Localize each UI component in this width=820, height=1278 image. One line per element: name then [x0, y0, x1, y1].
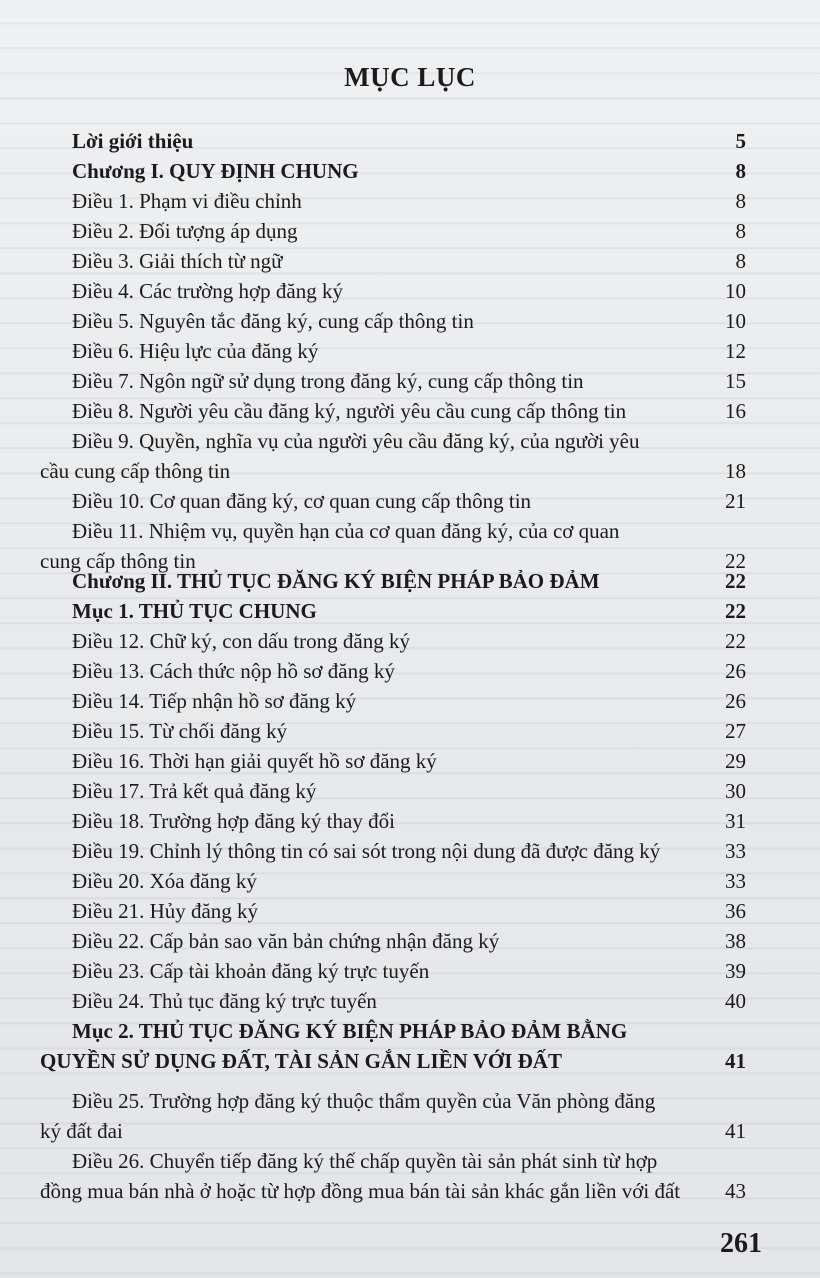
- toc-entry: [40, 928, 746, 954]
- toc-entry-line: [40, 808, 746, 834]
- toc-entry-line: [40, 658, 746, 684]
- toc-entry-line: [40, 988, 746, 1014]
- toc-entry-title: Điều 4. Các trường hợp đăng ký: [72, 279, 343, 303]
- toc-entry-title: Điều 21. Hủy đăng ký: [72, 899, 259, 923]
- toc-entry-line: [40, 338, 746, 364]
- toc-entry-title: Điều 7. Ngôn ngữ sử dụng trong đăng ký, cung cấp thông tin: [72, 369, 584, 393]
- toc-entry-line: [40, 1088, 746, 1114]
- toc-entry-title: Điều 18. Trường hợp đăng ký thay đổi: [72, 809, 395, 833]
- toc-entry-line: [40, 628, 746, 654]
- toc-entry-title-continued: ký đất đai: [40, 1119, 123, 1143]
- toc-entry-page: 8: [735, 219, 746, 243]
- toc-entry: [40, 748, 746, 774]
- toc-entry-title: Điều 2. Đối tượng áp dụng: [72, 219, 298, 243]
- toc-entry-page: 43: [725, 1179, 746, 1203]
- toc-entry-page: 26: [725, 689, 746, 713]
- toc-entry-line: [40, 158, 746, 184]
- toc-entry: [40, 808, 746, 834]
- toc-entry-line: [40, 428, 746, 454]
- toc-entry-title: Lời giới thiệu: [72, 129, 194, 153]
- toc-entry-title: Điều 1. Phạm vi điều chỉnh: [72, 189, 302, 213]
- toc-entry: [40, 868, 746, 894]
- toc-entry-title: Điều 26. Chuyển tiếp đăng ký thế chấp quyền tài sản phát sinh từ hợp: [72, 1149, 658, 1173]
- toc-entry-page: 41: [725, 1119, 746, 1143]
- toc-entry-title: Mục 1. THỦ TỤC CHUNG: [72, 599, 317, 623]
- toc-entry: [40, 1088, 746, 1144]
- toc-entry: [40, 248, 746, 274]
- toc-entry: [40, 488, 746, 514]
- toc-entry-line: [40, 368, 746, 394]
- toc-entry-title: Điều 19. Chỉnh lý thông tin có sai sót trong nội dung đã được đăng ký: [72, 839, 661, 863]
- toc-entry: [40, 778, 746, 804]
- toc-entry-page: 15: [725, 369, 746, 393]
- toc-entry-line: [40, 928, 746, 954]
- toc-entry-title: Chương I. QUY ĐỊNH CHUNG: [72, 159, 359, 183]
- toc-entry-line: [40, 748, 746, 774]
- toc-entry-line: [40, 898, 746, 924]
- toc-entry-line: [40, 688, 746, 714]
- toc-entry-page: 12: [725, 339, 746, 363]
- toc-entry: [40, 958, 746, 984]
- toc-entry-continuation-line: [40, 1178, 746, 1204]
- toc-entry-title-continued: cung cấp thông tin: [40, 549, 196, 573]
- toc-entry-page: 5: [735, 129, 746, 153]
- toc-entry-line: [40, 278, 746, 304]
- toc-entry-page: 36: [725, 899, 746, 923]
- toc-entry: [40, 428, 746, 484]
- toc-entry: [40, 128, 746, 154]
- toc-entry-line: [40, 778, 746, 804]
- toc-entry-line: [40, 958, 746, 984]
- toc-entry-page: 10: [725, 279, 746, 303]
- toc-entry-page: 40: [725, 989, 746, 1013]
- toc-entry-title: Điều 22. Cấp bản sao văn bản chứng nhận đăng ký: [72, 929, 500, 953]
- toc-entry: [40, 518, 746, 574]
- toc-entry-title: Điều 8. Người yêu cầu đăng ký, người yêu cầu cung cấp thông tin: [72, 399, 627, 423]
- toc-entry-line: [40, 1148, 746, 1174]
- toc-entry-page: 8: [735, 249, 746, 273]
- toc-entry-line: [40, 568, 746, 594]
- toc-entry-page: 22: [725, 569, 746, 593]
- toc-entry-line: [40, 868, 746, 894]
- toc-entry-page: 33: [725, 839, 746, 863]
- toc-entry-page: 10: [725, 309, 746, 333]
- toc-entry-page: 38: [725, 929, 746, 953]
- toc-entry-line: [40, 188, 746, 214]
- toc-entry-continuation-line: [40, 458, 746, 484]
- toc-entry-page: 30: [725, 779, 746, 803]
- toc-entry-title: Điều 5. Nguyên tắc đăng ký, cung cấp thông tin: [72, 309, 474, 333]
- toc-entry: [40, 1018, 746, 1074]
- toc-entry-page: 39: [725, 959, 746, 983]
- toc-entry-page: 33: [725, 869, 746, 893]
- toc-entry-title: Điều 24. Thủ tục đăng ký trực tuyến: [72, 989, 377, 1013]
- toc-entry-title: Điều 6. Hiệu lực của đăng ký: [72, 339, 319, 363]
- toc-entry: [40, 188, 746, 214]
- toc-entry: [40, 718, 746, 744]
- toc-entry-page: 21: [725, 489, 746, 513]
- toc-entry-page: 8: [735, 159, 746, 183]
- toc-entry: [40, 338, 746, 364]
- toc-entry-line: [40, 488, 746, 514]
- toc-entry-page: 41: [725, 1049, 746, 1073]
- toc-entry-title: Điều 17. Trả kết quả đăng ký: [72, 779, 317, 803]
- toc-entry-page: 22: [725, 549, 746, 573]
- toc-entry-line: [40, 598, 746, 624]
- toc-entry-page: 8: [735, 189, 746, 213]
- toc-entry: [40, 598, 746, 624]
- page-title: MỤC LỤC: [344, 62, 476, 92]
- toc-entry: [40, 218, 746, 244]
- toc-entry-continuation-line: [40, 1048, 746, 1074]
- toc-entry: [40, 838, 746, 864]
- toc-entry-line: [40, 308, 746, 334]
- toc-entry-title: Điều 20. Xóa đăng ký: [72, 869, 257, 893]
- toc-entry-page: 22: [725, 599, 746, 623]
- toc-entry: [40, 628, 746, 654]
- toc-entry-title: Điều 14. Tiếp nhận hồ sơ đăng ký: [72, 689, 357, 713]
- toc-entry-title: Điều 3. Giải thích từ ngữ: [72, 249, 283, 273]
- toc-entry-title: Điều 9. Quyền, nghĩa vụ của người yêu cầu đăng ký, của người yêu: [72, 429, 640, 453]
- toc-entry-title: Điều 25. Trường hợp đăng ký thuộc thẩm quyền của Văn phòng đăng: [72, 1089, 656, 1113]
- toc-entry-page: 31: [725, 809, 746, 833]
- toc-entry-title: Điều 13. Cách thức nộp hồ sơ đăng ký: [72, 659, 395, 683]
- toc-entry-page: 22: [725, 629, 746, 653]
- toc-entry-title: Mục 2. THỦ TỤC ĐĂNG KÝ BIỆN PHÁP BẢO ĐẢM BẰNG: [72, 1019, 628, 1043]
- toc-entry: [40, 278, 746, 304]
- toc-entry-line: [40, 218, 746, 244]
- toc-entry-line: [40, 248, 746, 274]
- toc-entry-page: 18: [725, 459, 746, 483]
- toc-entry-title-continued: đồng mua bán nhà ở hoặc từ hợp đồng mua bán tài sản khác gắn liền với đất: [40, 1179, 681, 1203]
- toc-entry: [40, 688, 746, 714]
- toc-entry-line: [40, 128, 746, 154]
- toc-entry-title: Chương II. THỦ TỤC ĐĂNG KÝ BIỆN PHÁP BẢO ĐẢM: [72, 569, 600, 593]
- toc-entry-line: [40, 718, 746, 744]
- toc-entry: [40, 308, 746, 334]
- toc-entry-page: 26: [725, 659, 746, 683]
- toc-entry-line: [40, 1018, 746, 1044]
- toc-entry-title: Điều 11. Nhiệm vụ, quyền hạn của cơ quan đăng ký, của cơ quan: [72, 519, 620, 543]
- toc-entry-line: [40, 518, 746, 544]
- toc-entry-title-continued: QUYỀN SỬ DỤNG ĐẤT, TÀI SẢN GẮN LIỀN VỚI ĐẤT: [40, 1049, 562, 1073]
- toc-entry-page: 16: [725, 399, 746, 423]
- toc-entry-page: 27: [725, 719, 746, 743]
- toc-entry: [40, 368, 746, 394]
- toc-entry: [40, 898, 746, 924]
- toc-entry-line: [40, 398, 746, 424]
- toc-entry: [40, 158, 746, 184]
- toc-entry: [40, 658, 746, 684]
- toc-entry-continuation-line: [40, 1118, 746, 1144]
- toc-entry-page: 29: [725, 749, 746, 773]
- toc-entry-title-continued: cầu cung cấp thông tin: [40, 459, 231, 483]
- toc-entry-title: Điều 12. Chữ ký, con dấu trong đăng ký: [72, 629, 410, 653]
- toc-entry-title: Điều 23. Cấp tài khoản đăng ký trực tuyến: [72, 959, 430, 983]
- toc-entry-title: Điều 10. Cơ quan đăng ký, cơ quan cung cấp thông tin: [72, 489, 532, 513]
- toc-entry: [40, 1148, 746, 1204]
- toc-entry: [40, 568, 746, 594]
- toc-entry-title: Điều 15. Từ chối đăng ký: [72, 719, 288, 743]
- toc-entry-line: [40, 838, 746, 864]
- toc-entry-title: Điều 16. Thời hạn giải quyết hồ sơ đăng ký: [72, 749, 437, 773]
- toc-entry: [40, 398, 746, 424]
- page-number: 261: [720, 1228, 762, 1259]
- toc-entry: [40, 988, 746, 1014]
